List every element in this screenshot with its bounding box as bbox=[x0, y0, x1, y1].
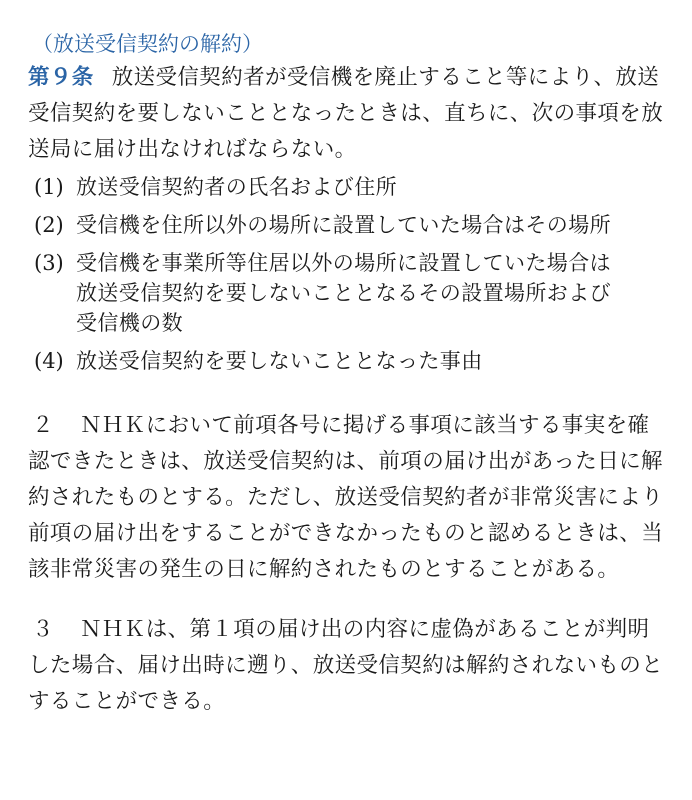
item-number: (3) bbox=[34, 251, 64, 275]
article-body bbox=[28, 60, 668, 168]
paragraph-number: ２ bbox=[32, 413, 54, 438]
item-number: (4) bbox=[34, 349, 64, 373]
paragraph-text: ＮＨＫにおいて前項各号に掲げる事項に該当する事実を確認できたときは、放送受信契約は、前項の届け出があった日に解約されたものとする。ただし、放送受信契約者が非常災害により前項の届け出をすることができなかったものと認めるときは、当該非常災害の発生の日に解約されたものとすることがある。 bbox=[28, 413, 664, 582]
paragraph-2 bbox=[28, 408, 668, 588]
spacer bbox=[28, 384, 668, 408]
item-text: 放送受信契約を要しないこととなった事由 bbox=[76, 349, 483, 373]
article-page bbox=[28, 28, 668, 720]
item-text: 放送受信契約者の氏名および住所 bbox=[76, 175, 397, 199]
paragraph-number: ３ bbox=[32, 617, 54, 642]
item-number: (1) bbox=[34, 175, 64, 199]
article-text: 放送受信契約者が受信機を廃止すること等により、放送受信契約を要しないこととなったときは、直ちに、次の事項を放送局に届け出なければならない。 bbox=[28, 65, 664, 162]
article-number: 第９条 bbox=[28, 65, 94, 90]
item-text: 受信機を事業所等住居以外の場所に設置していた場合は放送受信契約を要しないこととなるその設置場所および受信機の数 bbox=[76, 251, 611, 335]
paragraph-3 bbox=[28, 612, 668, 720]
list-item bbox=[28, 172, 668, 202]
list-item bbox=[28, 210, 668, 240]
paragraph-text: ＮＨＫは、第１項の届け出の内容に虚偽があることが判明した場合、届け出時に遡り、放送受信契約は解約されないものとすることができる。 bbox=[28, 617, 664, 714]
item-list bbox=[28, 172, 668, 376]
spacer bbox=[28, 588, 668, 612]
list-item bbox=[28, 248, 668, 338]
list-item bbox=[28, 346, 668, 376]
item-number: (2) bbox=[34, 213, 64, 237]
item-text: 受信機を住所以外の場所に設置していた場合はその場所 bbox=[76, 213, 611, 237]
article-heading: （放送受信契約の解約） bbox=[32, 32, 263, 56]
